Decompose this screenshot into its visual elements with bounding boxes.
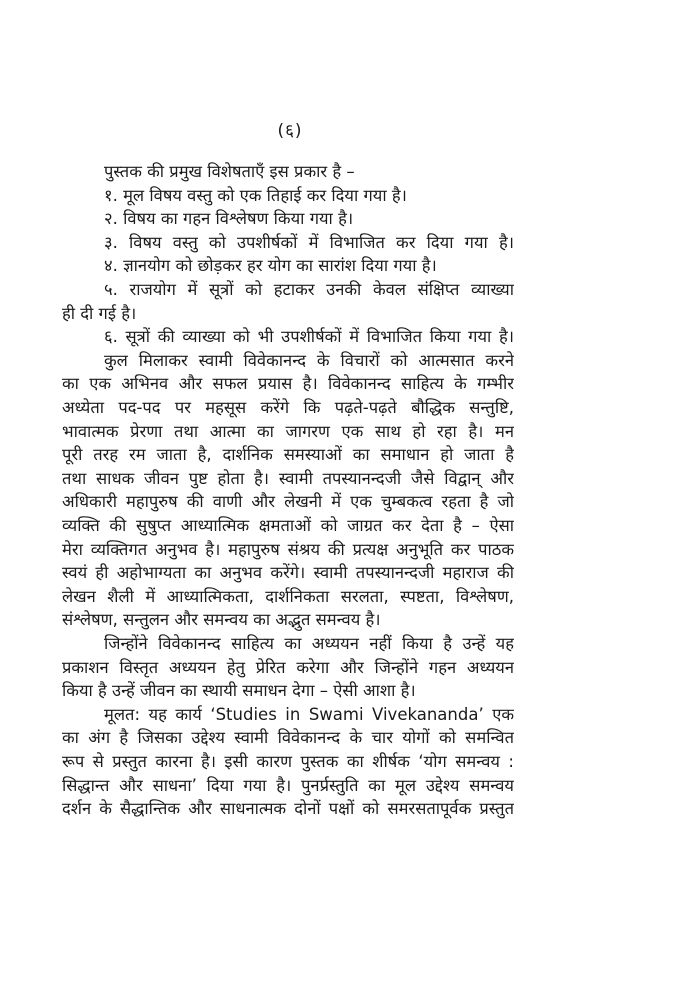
text-line: १. मूल विषय वस्तु को एक तिहाई कर दिया गया है। [104,185,407,205]
text-line: रूप से प्रस्तुत कारना है। इसी कारण पुस्तक का शीर्षक ‘योग समन्वय : [62,752,514,771]
text-line: ही दी गई है। [62,303,137,323]
text-line: संश्लेषण, सन्तुलन और समन्वय का अद्भुत समन्वय है। [62,610,381,630]
text-line: अध्येता पद-पद पर महसूस करेंगे कि पढ़ते-पढ़ते बौद्धिक सन्तुष्टि, [62,398,514,417]
text-line: का अंग है जिसका उद्देश्य स्वामी विवेकानन्द के चार योगों को समन्वित [62,728,514,748]
text-line: लेखन शैली में आध्यात्मिकता, दार्शनिकता सरलता, स्पष्टता, विश्लेषण, [62,586,514,606]
text-line: ३. विषय वस्तु को उपशीर्षकों में विभाजित कर दिया गया है। [104,232,514,252]
text-line: अधिकारी महापुरुष की वाणी और लेखनी में एक चुम्बकत्व रहता है जो [62,492,514,512]
text-line: ४. ज्ञानयोग को छोड़कर हर योग का सारांश दिया गया है। [104,256,437,276]
text-line: प्रकाशन विस्तृत अध्ययन हेतु प्रेरित करेगा और जिन्होंने गहन अध्ययन [62,657,514,677]
text-line: दर्शन के सैद्धान्तिक और साधनात्मक दोनों पक्षों को समरसतापूर्वक प्रस्तुत [62,799,514,819]
text-line: भावात्मक प्रेरणा तथा आत्मा का जागरण एक साथ हो रहा है। मन [62,421,514,441]
text-line: २. विषय का गहन विश्लेषण किया गया है। [104,209,354,229]
text-line: किया है उन्हें जीवन का स्थायी समाधन देगा – ऐसी आशा है। [62,681,416,701]
text-line: कुल मिलाकर स्वामी विवेकानन्द के विचारों को आत्मसात करने [104,350,514,370]
text-line: स्वयं ही अहोभाग्यता का अनुभव करेंगे। स्वामी तपस्यानन्दजी महाराज की [62,563,514,583]
text-line: व्यक्ति की सुषुप्त आध्यात्मिक क्षमताओं को जाग्रत कर देता है – ऐसा [62,516,514,535]
text-line: का एक अभिनव और सफल प्रयास है। विवेकानन्द साहित्य के गम्भीर [62,374,514,394]
text-line: सिद्धान्त और साधना’ दिया गया है। पुनर्प्रस्तुति का मूल उद्देश्य समन्वय [62,775,514,795]
text-line: ६. सूत्रों की व्याख्या को भी उपशीर्षकों में विभाजित किया गया है। [104,327,514,347]
text-line: पुस्तक की प्रमुख विशेषताएँ इस प्रकार है – [104,162,355,181]
text-line: मूलत: यह कार्य ‘Studies in Swami Vivekananda’ एक [104,704,514,724]
text-line: तथा साधक जीवन पुष्ट होता है। स्वामी तपस्यानन्दजी जैसे विद्वान् और [62,468,514,488]
text-line: मेरा व्यक्तिगत अनुभव है। महापुरुष संश्रय की प्रत्यक्ष अनुभूति कर पाठक [62,539,514,559]
text-line: जिन्होंने विवेकानन्द साहित्य का अध्ययन नहीं किया है उन्हें यह [104,634,514,653]
page-number: (६) [277,121,303,141]
text-line: पूरी तरह रम जाता है, दार्शनिक समस्याओं का समाधान हो जाता है [62,445,514,465]
text-line: ५. राजयोग में सूत्रों को हटाकर उनकी केवल संक्षिप्त व्याख्या [104,280,514,299]
